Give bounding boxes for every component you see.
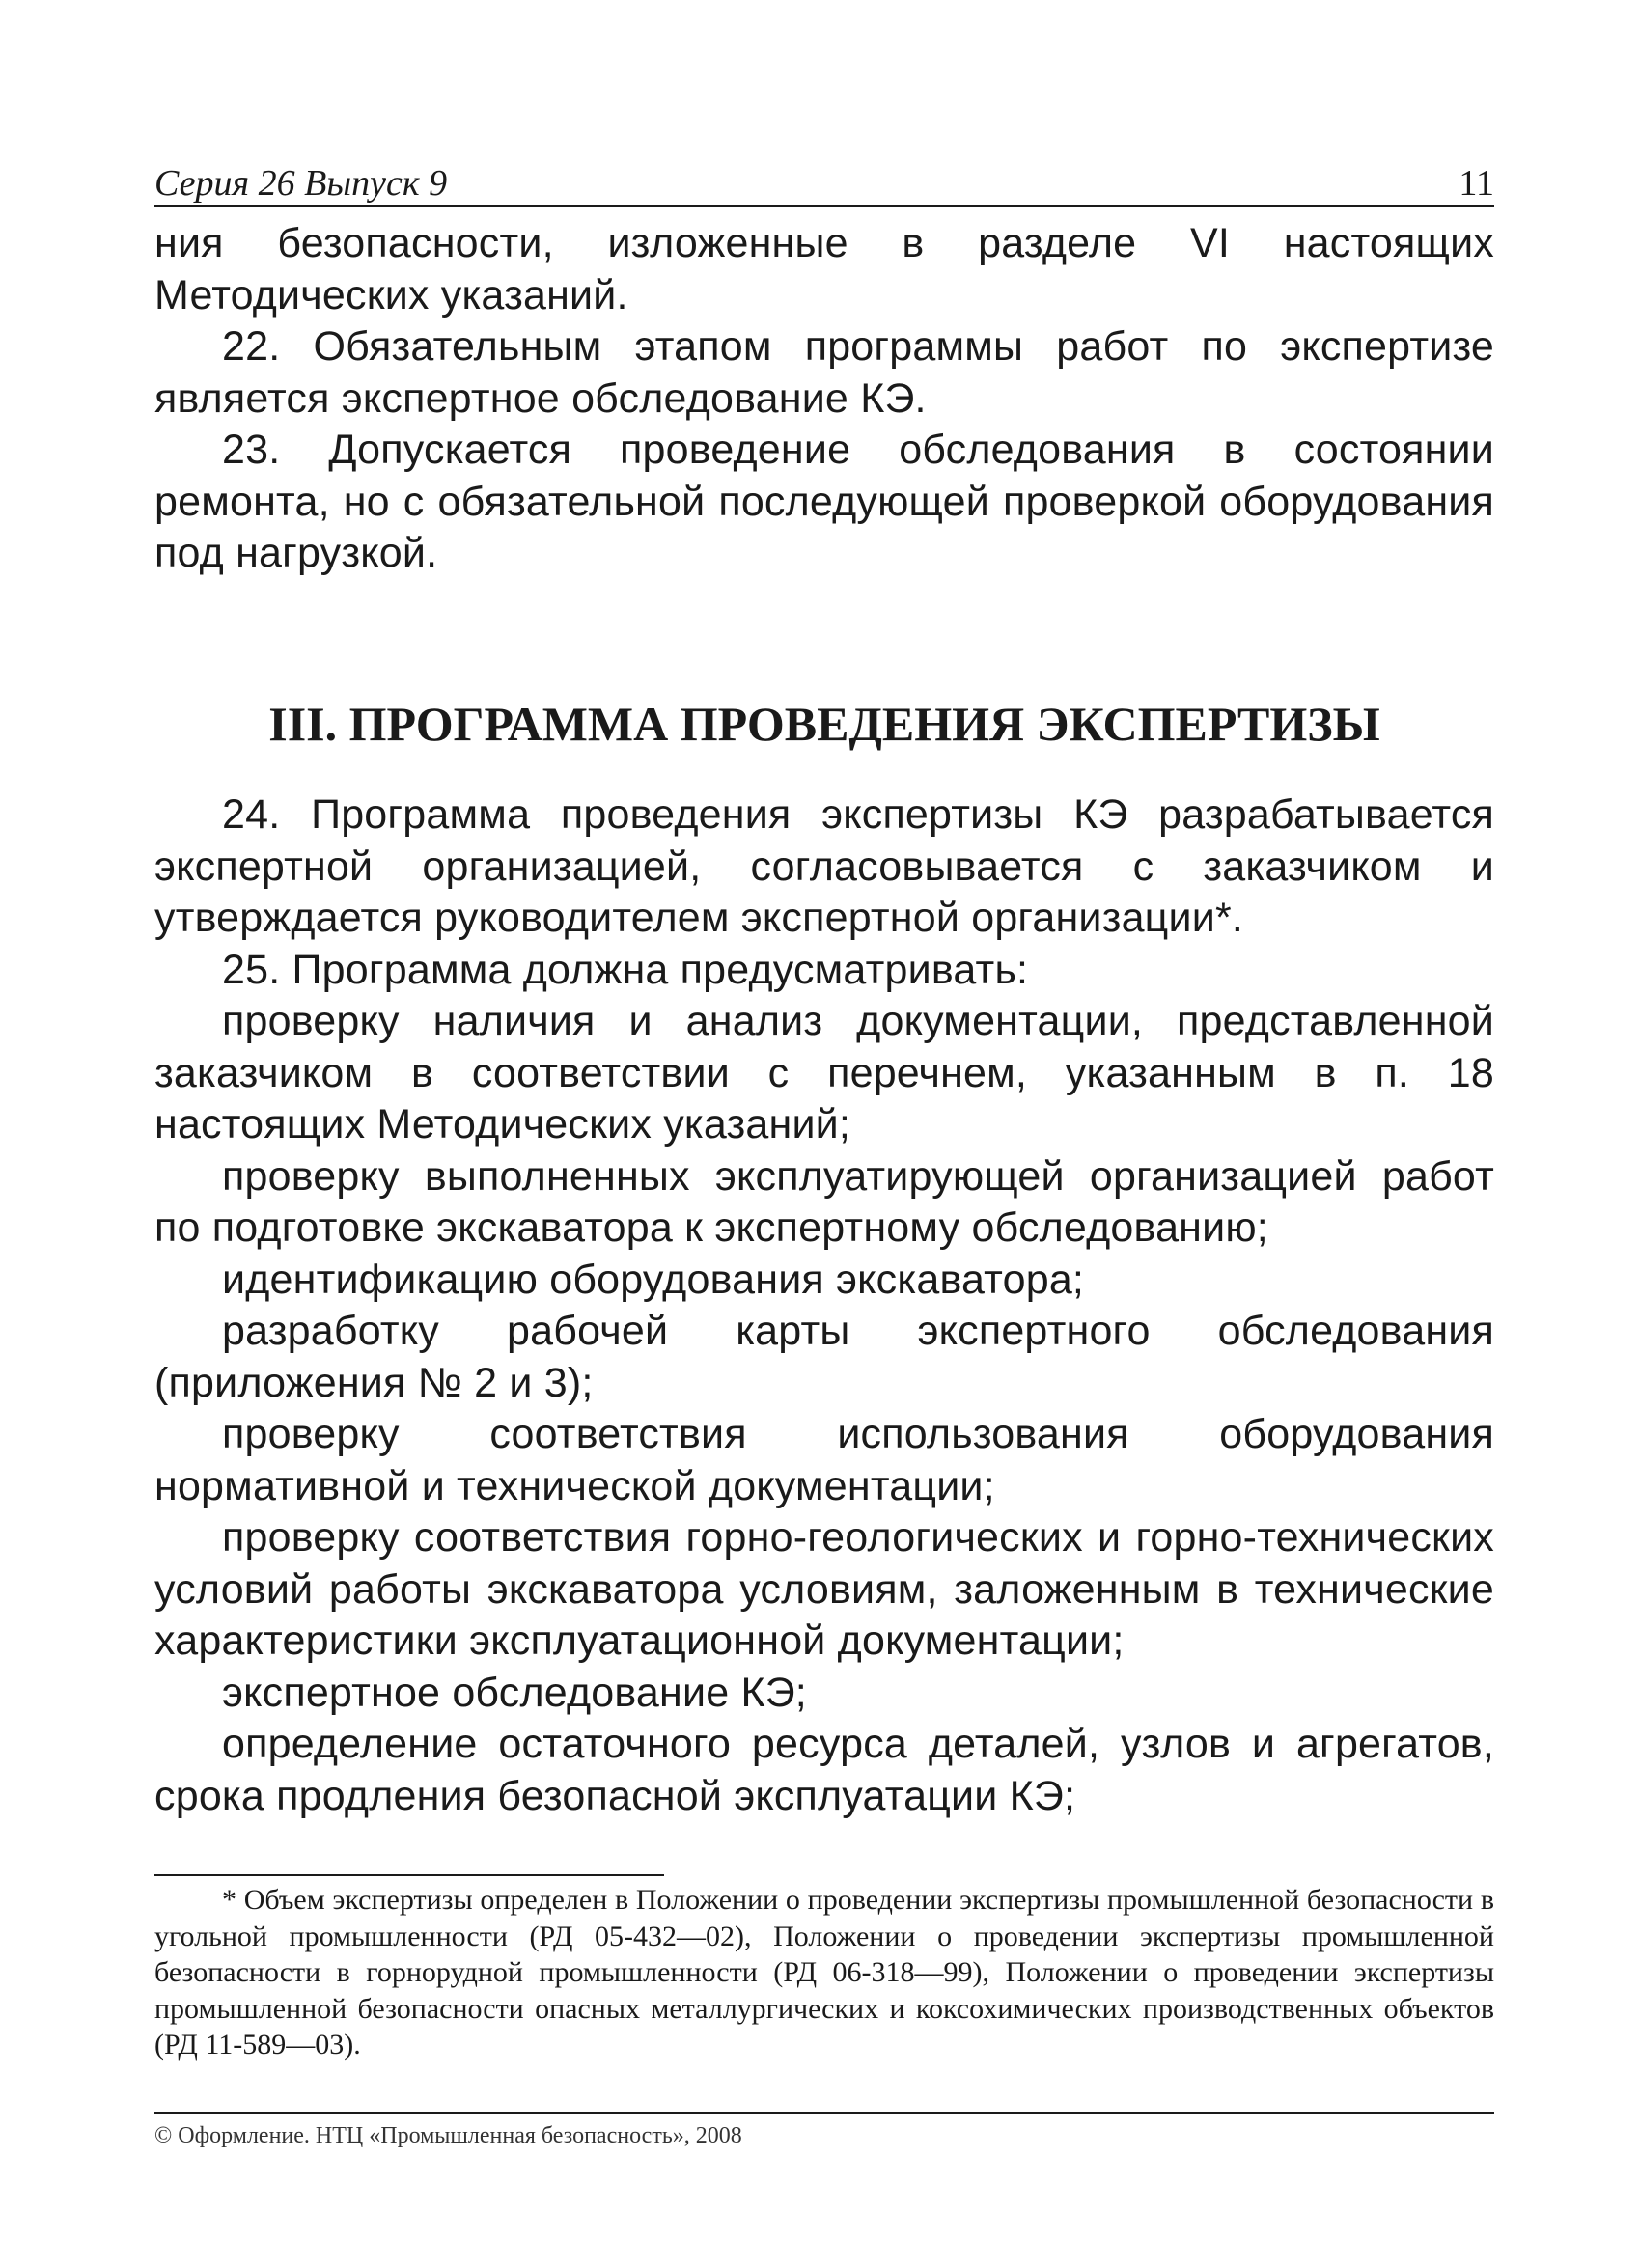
intro-text (154, 218, 1494, 580)
paragraph-25: 25. Программа должна предусматривать: (222, 946, 1029, 993)
header-rule (154, 205, 1494, 207)
page-number: 11 (1459, 163, 1494, 204)
list-item: идентификацию оборудования экскаватора; (222, 1256, 1085, 1303)
list-item: экспертное обследование КЭ; (222, 1669, 807, 1716)
list-item: проверку наличия и анализ документации, представленной заказчиком в соответствии с перечнем, указанным в п. 18 настоящих Методических указаний; (154, 998, 1494, 1148)
footnote (154, 1882, 1494, 2063)
footnote-text: * Объем экспертизы определен в Положении о проведении экспертизы промышленной безопасности в угольной промышленности (РД 05-432—02), Положении о проведении экспертизы промышленной безопасности в горнорудной промышленности (РД 06-318—99), Положении о проведении экспертизы промышленной безопасности опасных металлургических и коксохимических производственных объектов (РД 11-589—03). (154, 1884, 1494, 2061)
list-item: проверку соответствия использования оборудования нормативной и технической документации; (154, 1411, 1494, 1509)
paragraph-22: 22. Обязательным этапом программы работ по экспертизе является экспертное обследование КЭ. (154, 323, 1494, 422)
footer-rule (154, 2112, 1494, 2114)
list-item: проверку соответствия горно-геологических и горно-технических условий работы экскаватора условиям, заложенным в технические характеристики эксплуатационной документации; (154, 1514, 1494, 1664)
running-header (154, 162, 1494, 205)
list-item: разработку рабочей карты экспертного обследования (приложения № 2 и 3); (154, 1308, 1494, 1406)
section-text (154, 789, 1494, 1822)
copyright-line: © Оформление. НТЦ «Промышленная безопасность», 2008 (154, 2123, 742, 2148)
series-label: Серия 26 Выпуск 9 (154, 163, 448, 204)
list-item: определение остаточного ресурса деталей, узлов и агрегатов, срока продления безопасной эксплуатации КЭ; (154, 1721, 1494, 1819)
paragraph-continuation: ния безопасности, изложенные в разделе VI настоящих Методических указаний. (154, 220, 1494, 318)
list-item: проверку выполненных эксплуатирующей организацией работ по подготовке экскаватора к экспертному обследованию; (154, 1152, 1494, 1251)
footnote-rule (154, 1874, 664, 1876)
paragraph-24: 24. Программа проведения экспертизы КЭ разрабатывается экспертной организацией, согласовывается с заказчиком и утверждается руководителем экспертной организации*. (154, 791, 1494, 941)
section-heading: III. ПРОГРАММА ПРОВЕДЕНИЯ ЭКСПЕРТИЗЫ (268, 697, 1380, 751)
paragraph-23: 23. Допускается проведение обследования в состоянии ремонта, но с обязательной последующей проверкой оборудования под нагрузкой. (154, 427, 1494, 576)
